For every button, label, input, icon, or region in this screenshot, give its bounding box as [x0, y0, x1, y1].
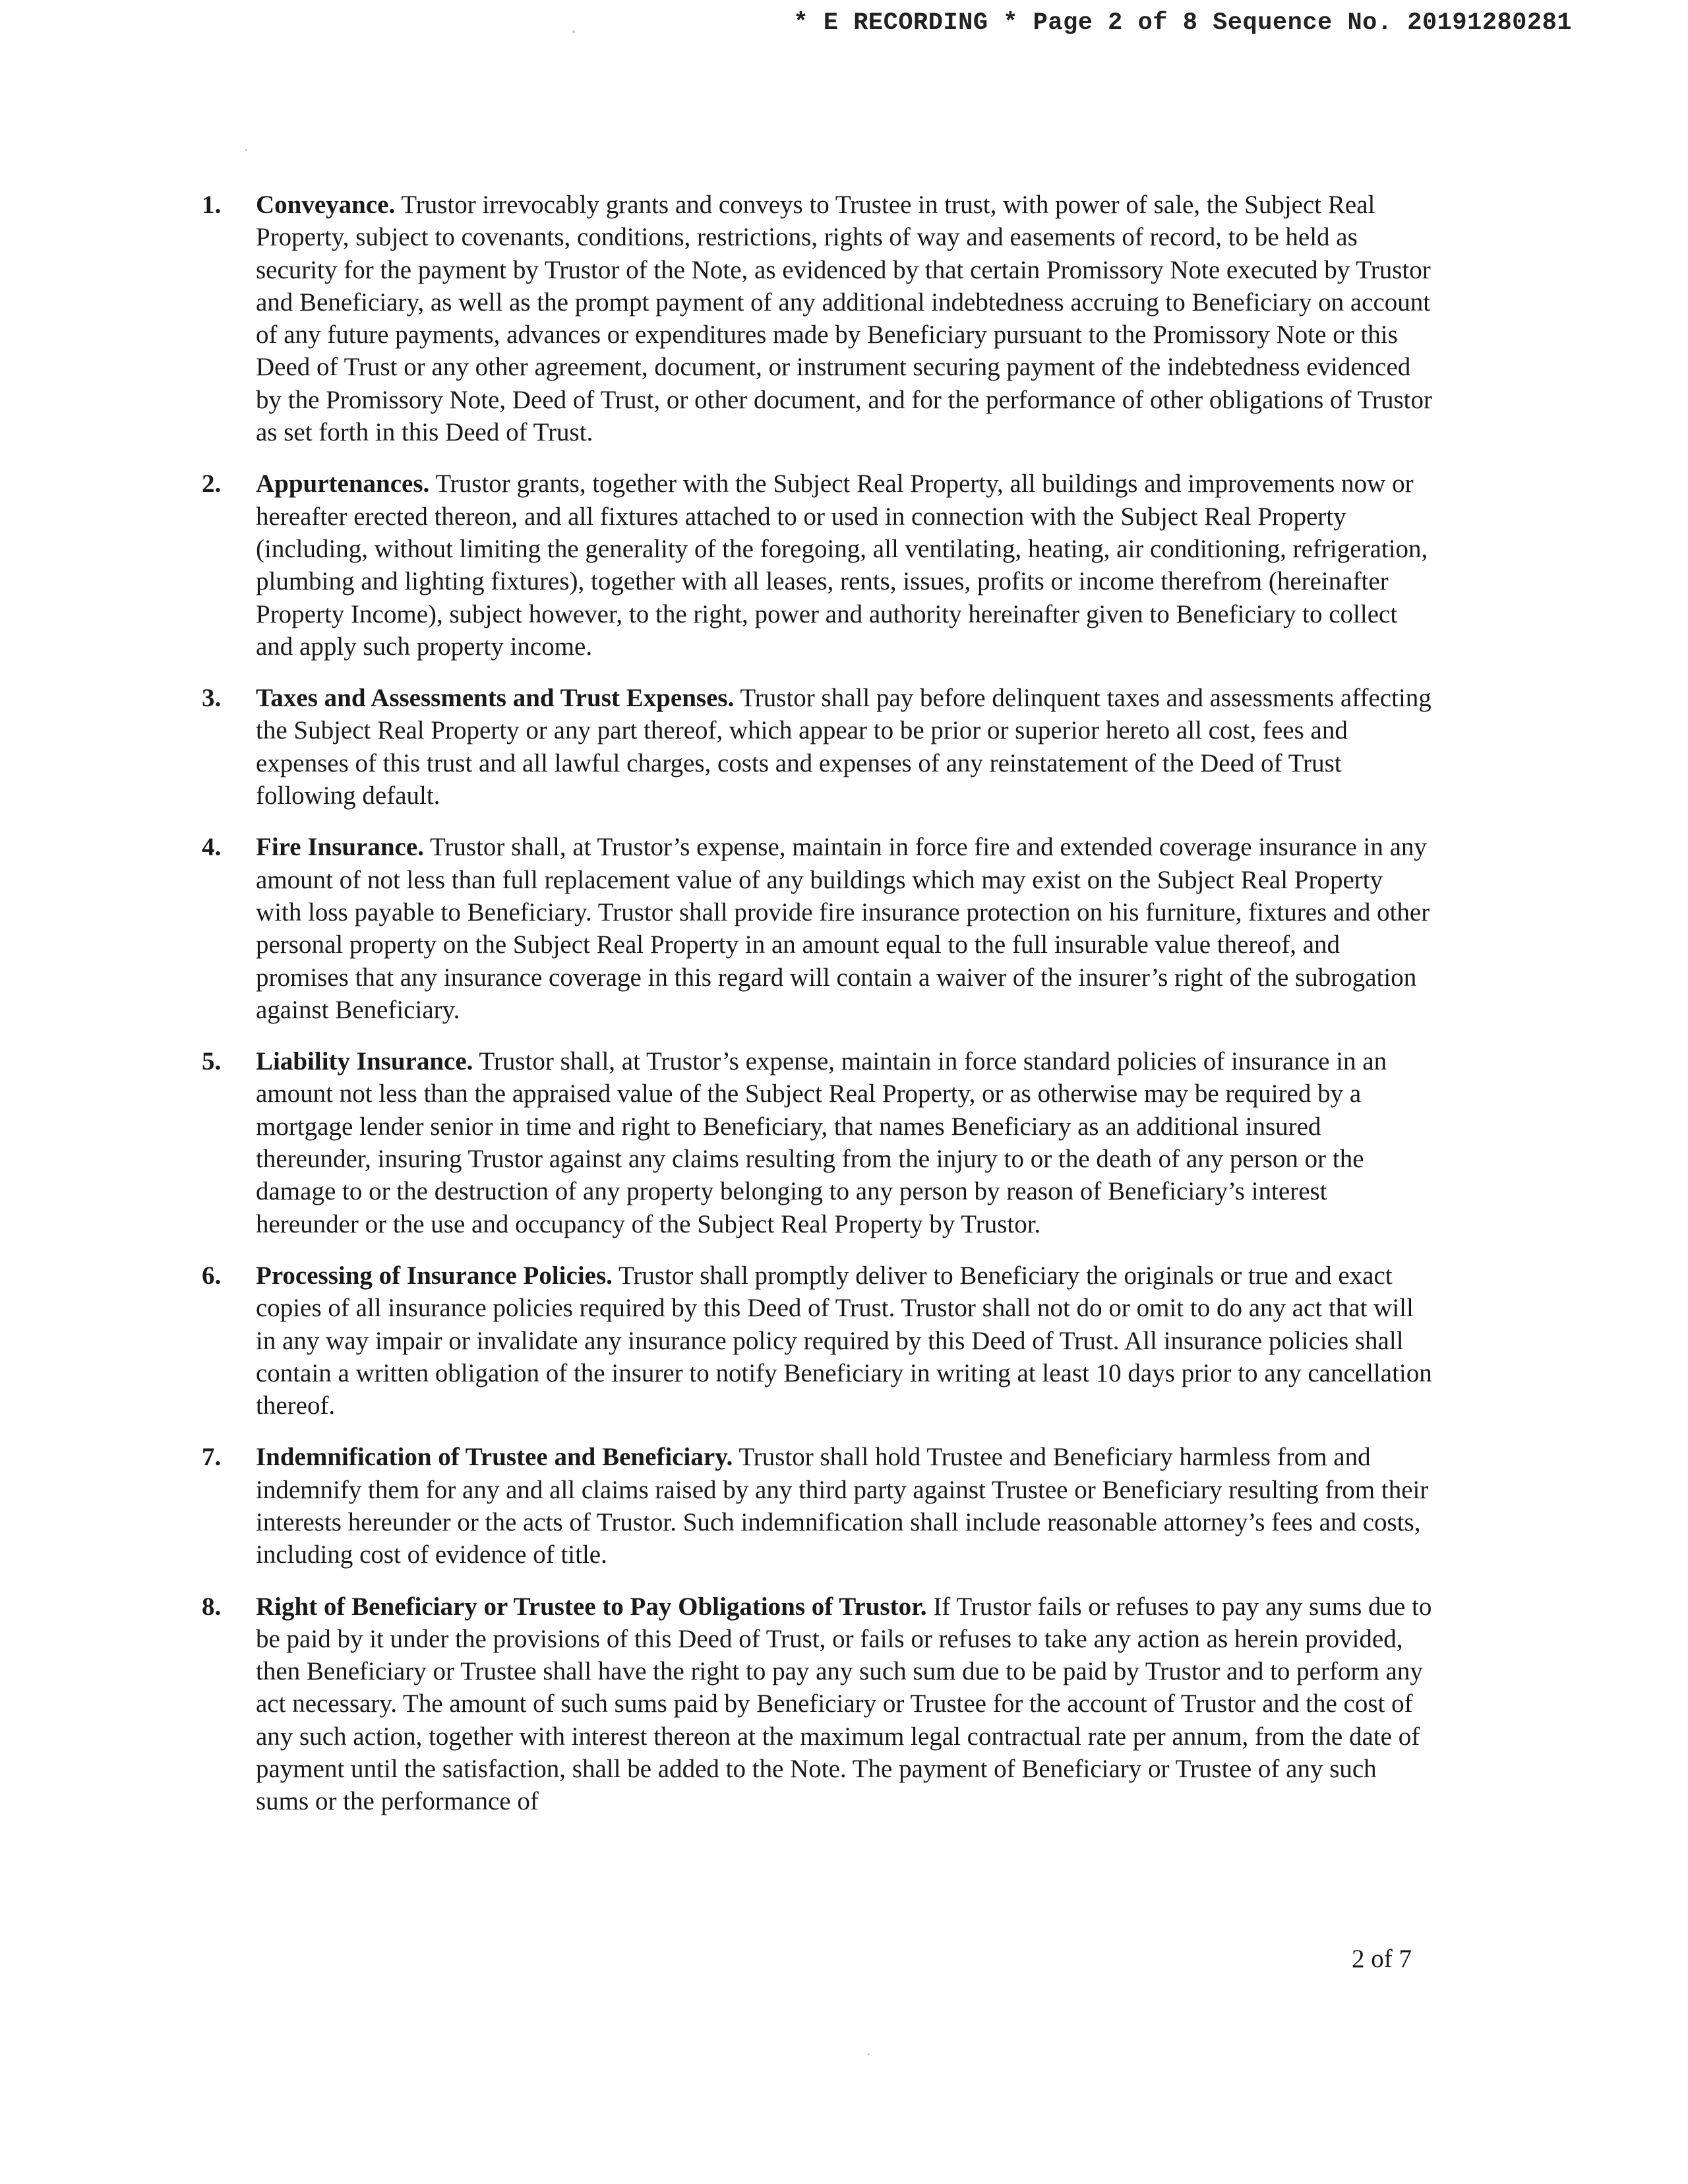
- clause-text: Trustor shall promptly deliver to Beneficiary the originals or true and exact copies of all insurance policies required by this Deed of Trust. Trustor shall not do or omit to do any act that will in any way impair or invalidate any insurance policy required by this Deed of Trust. All insurance policies shall contain a written obligation of the insurer to notify Beneficiary in writing at least 10 days prior to any cancellation thereof.: [256, 1261, 1432, 1420]
- recording-stamp-header: * E RECORDING * Page 2 of 8 Sequence No. 20191280281: [793, 9, 1572, 37]
- clause-text: Trustor shall hold Trustee and Beneficiary harmless from and indemnify them for any and all claims raised by any third party against Trustee or Beneficiary resulting from their interests hereunder or the acts of Trustor. Such indemnification shall include reasonable attorney’s fees and costs, including cost of evidence of title.: [256, 1443, 1429, 1569]
- clause-text: If Trustor fails or refuses to pay any sums due to be paid by it under the provisions of this Deed of Trust, or fails or refuses to take any action as herein provided, then Beneficiary or Trustee shall have the right to pay any such sum due to be paid by Trustor and to perform any act necessary. The amount of such sums paid by Beneficiary or Trustee for the account of Trustor and the cost of any such action, together with interest thereon at the maximum legal contractual rate per annum, from the date of payment until the satisfaction, shall be added to the Note. The payment of Beneficiary or Trustee of any such sums or the performance of: [256, 1592, 1432, 1816]
- clause-text: Trustor shall, at Trustor’s expense, maintain in force fire and extended coverage insurance in any amount of not less than full replacement value of any buildings which may exist on the Subject Real Property with loss payable to Beneficiary. Trustor shall provide fire insurance protection on his furniture, fixtures and other personal property on the Subject Real Property in an amount equal to the full insurable value thereof, and promises that any insurance coverage in this regard will contain a waiver of the insurer’s right of the subrogation against Beneficiary.: [256, 833, 1430, 1024]
- clause-heading: Liability Insurance.: [256, 1047, 473, 1076]
- clause-conveyance: [202, 189, 1435, 448]
- clause-heading: Fire Insurance.: [256, 833, 424, 862]
- clause-number: 4.: [202, 833, 222, 862]
- clause-number: 5.: [202, 1047, 222, 1076]
- scan-speck: [245, 149, 247, 151]
- clause-heading: Right of Beneficiary or Trustee to Pay Obligations of Trustor.: [256, 1592, 927, 1621]
- clause-number: 6.: [202, 1261, 222, 1290]
- clause-processing-insurance-policies: [202, 1259, 1435, 1422]
- scan-speck: [868, 2053, 870, 2055]
- clause-number: 2.: [202, 470, 222, 499]
- clause-fire-insurance: [202, 831, 1435, 1026]
- clause-heading: Processing of Insurance Policies.: [256, 1261, 613, 1290]
- clause-text: Trustor grants, together with the Subject Real Property, all buildings and improvements now or hereafter erected thereon, and all fixtures attached to or used in connection with the Subject Real Property (including, without limiting the generality of the foregoing, all ventilating, heating, air conditioning, refrigeration, plumbing and lighting fixtures), together with all leases, rents, issues, profits or income therefrom (hereinafter Property Income), subject however, to the right, power and authority hereinafter given to Beneficiary to collect and apply such property income.: [256, 470, 1428, 661]
- clause-indemnification: [202, 1441, 1435, 1571]
- clause-text: Trustor shall, at Trustor’s expense, maintain in force standard policies of insurance in an amount not less than the appraised value of the Subject Real Property, or as otherwise may be required by a mortgage lender senior in time and right to Beneficiary, that names Beneficiary as an additional insured thereunder, insuring Trustor against any claims resulting from the injury to or the death of any person or the damage to or the destruction of any property belonging to any person by reason of Beneficiary’s interest hereunder or the use and occupancy of the Subject Real Property by Trustor.: [256, 1047, 1387, 1238]
- clause-liability-insurance: [202, 1045, 1435, 1240]
- clause-heading: Conveyance.: [256, 191, 396, 219]
- clause-number: 1.: [202, 191, 222, 219]
- clause-text: Trustor shall pay before delinquent taxes and assessments affecting the Subject Real Property or any part thereof, which appear to be prior or superior hereto all cost, fees and expenses of this trust and all lawful charges, costs and expenses of any reinstatement of the Deed of Trust following default.: [256, 684, 1432, 810]
- clause-number: 7.: [202, 1443, 222, 1472]
- clause-taxes-assessments: [202, 682, 1435, 812]
- deed-clauses-list: [202, 189, 1435, 1837]
- clause-heading: Indemnification of Trustee and Beneficiary.: [256, 1443, 733, 1472]
- page-number: 2 of 7: [1352, 1945, 1412, 1973]
- clause-number: 8.: [202, 1592, 222, 1621]
- clause-appurtenances: [202, 468, 1435, 663]
- clause-text: Trustor irrevocably grants and conveys to Trustee in trust, with power of sale, the Subject Real Property, subject to covenants, conditions, restrictions, rights of way and easements of record, to be held as security for the payment by Trustor of the Note, as evidenced by that certain Promissory Note executed by Trustor and Beneficiary, as well as the prompt payment of any additional indebtedness accruing to Beneficiary on account of any future payments, advances or expenditures made by Beneficiary pursuant to the Promissory Note or this Deed of Trust or any other agreement, document, or instrument securing payment of the indebtedness evidenced by the Promissory Note, Deed of Trust, or other document, and for the performance of other obligations of Trustor as set forth in this Deed of Trust.: [256, 191, 1432, 447]
- clause-heading: Taxes and Assessments and Trust Expenses.: [256, 684, 735, 713]
- scan-speck: [572, 30, 575, 33]
- clause-heading: Appurtenances.: [256, 470, 430, 499]
- clause-right-to-pay-obligations: [202, 1591, 1435, 1818]
- clause-number: 3.: [202, 684, 222, 713]
